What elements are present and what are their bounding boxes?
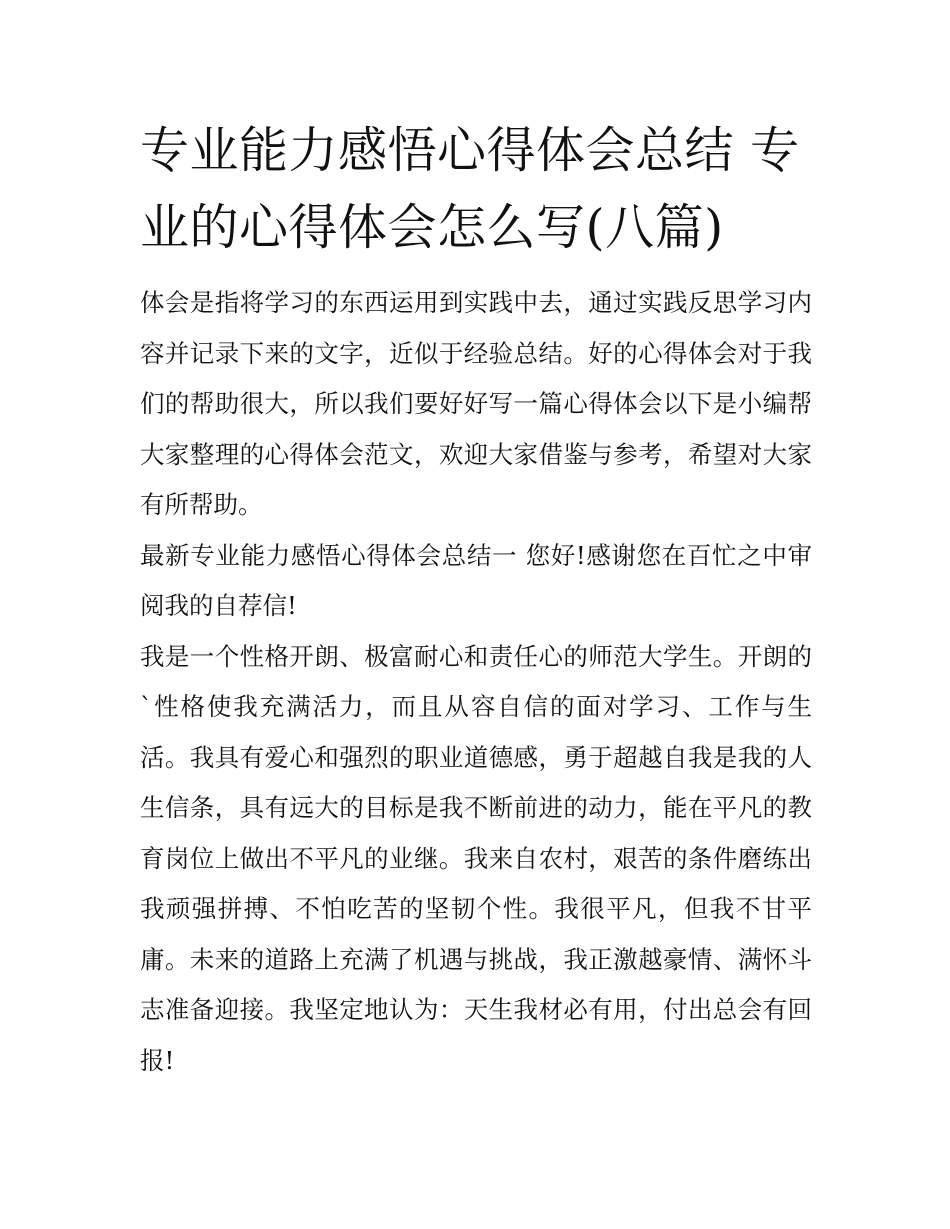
section-heading-paragraph: 最新专业能力感悟心得体会总结一 您好!感谢您在百忙之中审阅我的自荐信! [140,540,812,620]
document-page [140,112,812,1086]
intro-paragraph: 体会是指将学习的东西运用到实践中去，通过实践反思学习内容并记录下来的文字，近似于经验总结。好的心得体会对于我们的帮助很大，所以我们要好好写一篇心得体会以下是小编帮大家整理的心得体会范文，欢迎大家借鉴与参考，希望对大家有所帮助。 [140,288,812,519]
body-paragraph: 我是一个性格开朗、极富耐心和责任心的师范大学生。开朗的`性格使我充满活力，而且从容自信的面对学习、工作与生活。我具有爱心和强烈的职业道德感，勇于超越自我是我的人生信条，具有远大的目标是我不断前进的动力，能在平凡的教育岗位上做出不平凡的业继。我来自农村，艰苦的条件磨练出我顽强拼搏、不怕吃苦的坚韧个性。我很平凡，但我不甘平庸。未来的道路上充满了机遇与挑战，我正激越豪情、满怀斗志准备迎接。我坚定地认为：天生我材必有用，付出总会有回报! [140,641,812,1075]
document-title: 专业能力感悟心得体会总结 专业的心得体会怎么写(八篇) [140,122,800,256]
